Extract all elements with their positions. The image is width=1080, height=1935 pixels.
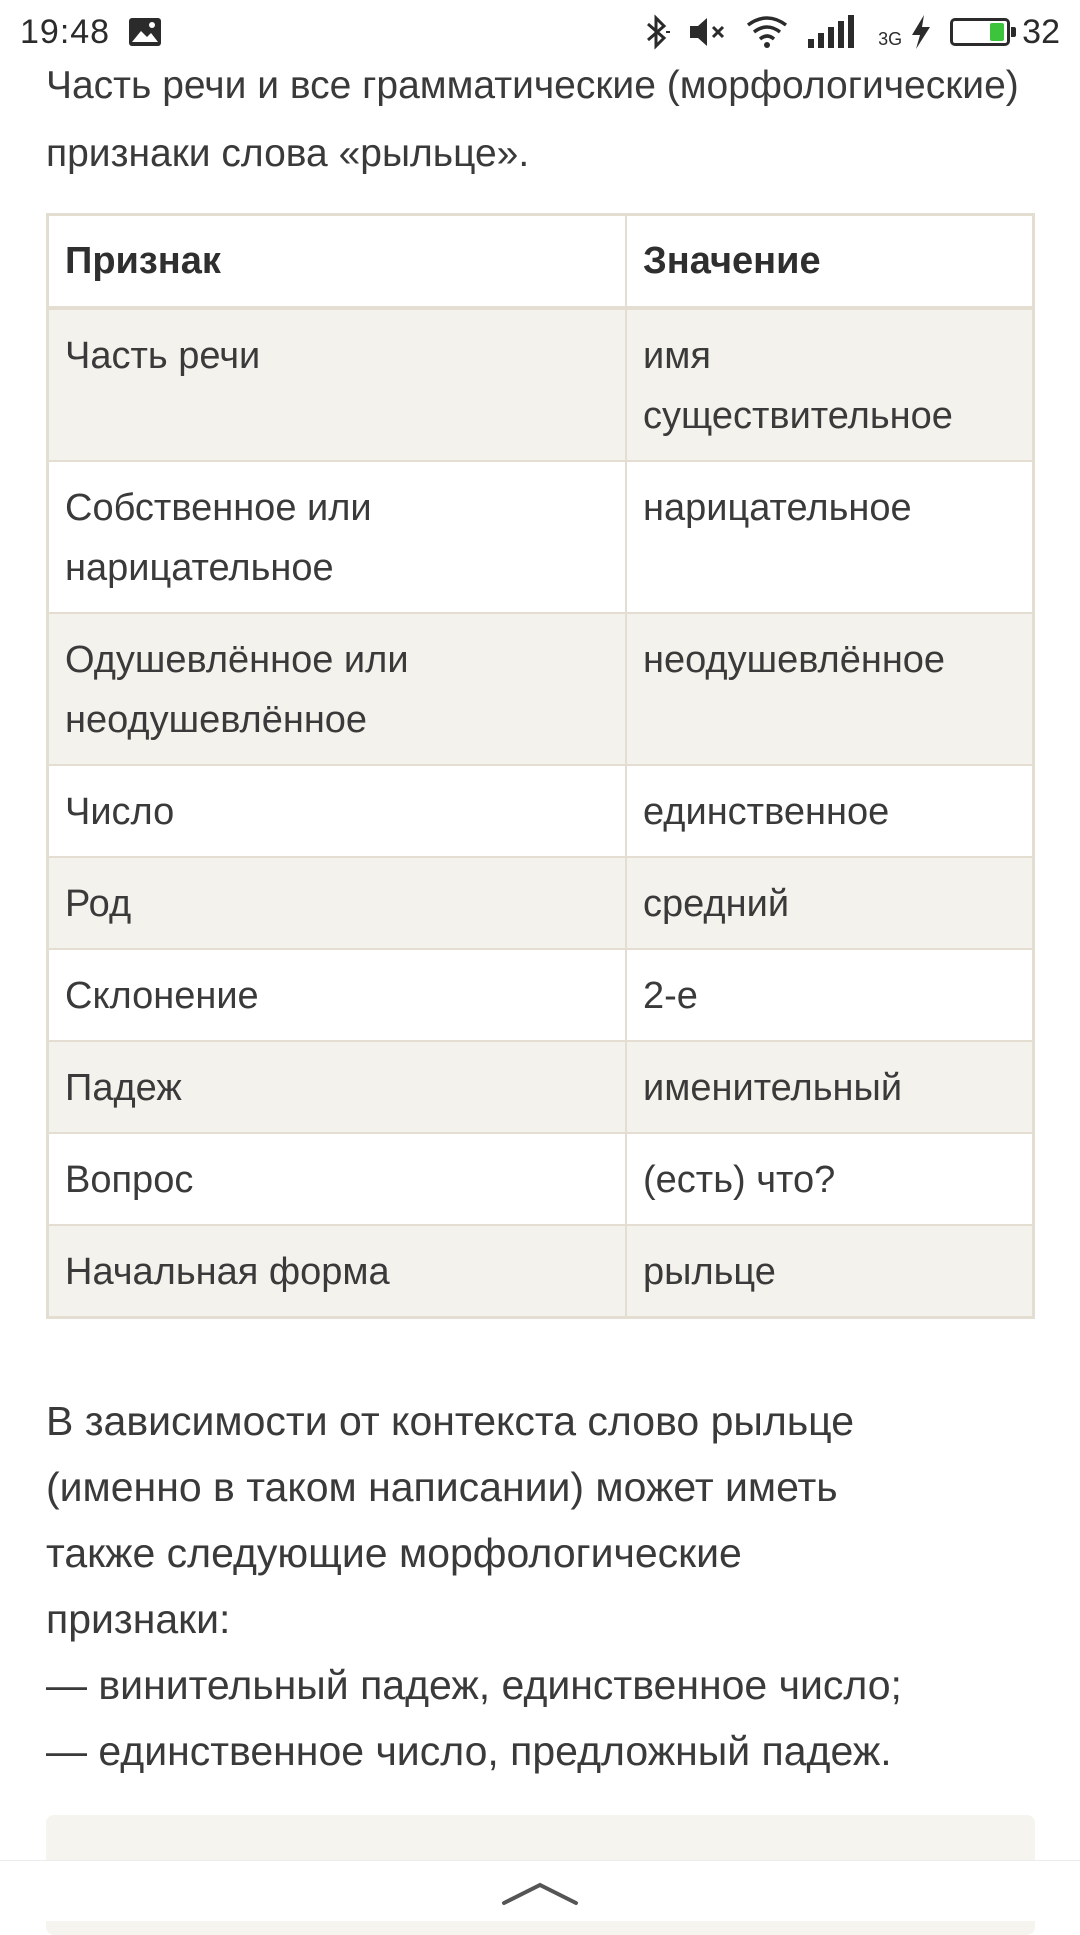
network-type: 3G [878, 28, 903, 49]
feature-cell: Род [48, 857, 627, 949]
table-header-row [48, 215, 1034, 309]
value-cell: (есть) что? [626, 1133, 1034, 1225]
paragraph-line: также следующие морфологические [46, 1530, 742, 1576]
table-row [48, 308, 1034, 461]
mute-icon [688, 15, 728, 49]
feature-cell: Одушевлённое или неодушевлённое [48, 613, 627, 765]
value-cell: неодушевлённое [626, 613, 1034, 765]
value-cell: 2-е [626, 949, 1034, 1041]
feature-cell: Падеж [48, 1041, 627, 1133]
value-cell: рыльце [626, 1225, 1034, 1318]
feature-cell: Часть речи [48, 308, 627, 461]
image-icon [128, 17, 162, 47]
context-paragraph [46, 1388, 1046, 1784]
feature-cell: Склонение [48, 949, 627, 1041]
paragraph-line: — винительный падеж, единственное число; [46, 1662, 902, 1708]
paragraph-line: признаки: [46, 1596, 231, 1642]
paragraph-line: (именно в таком написании) может иметь [46, 1464, 838, 1510]
charging-icon [910, 15, 932, 49]
value-cell: единственное [626, 765, 1034, 857]
feature-cell: Число [48, 765, 627, 857]
chevron-up-icon[interactable] [500, 1879, 580, 1907]
feature-cell: Собственное или нарицательное [48, 461, 627, 613]
wifi-icon [746, 15, 788, 49]
signal-icon [806, 15, 860, 49]
value-cell: средний [626, 857, 1034, 949]
bluetooth-icon [644, 14, 670, 50]
table-row [48, 765, 1034, 857]
table-row [48, 461, 1034, 613]
paragraph-line: — единственное число, предложный падеж. [46, 1728, 892, 1774]
table-row [48, 1225, 1034, 1318]
battery-icon [950, 13, 1060, 52]
intro-text: Часть речи и все грамматические (морфологические) признаки слова «рыльце». [46, 64, 1019, 175]
table-row [48, 857, 1034, 949]
table-row [48, 1133, 1034, 1225]
value-cell: именительный [626, 1041, 1034, 1133]
table-row [48, 1041, 1034, 1133]
value-cell: нарицательное [626, 461, 1034, 613]
status-bar [0, 0, 1080, 64]
value-cell: имя существительное [626, 308, 1034, 461]
feature-cell: Вопрос [48, 1133, 627, 1225]
status-time: 19:48 [20, 12, 111, 51]
feature-cell: Начальная форма [48, 1225, 627, 1318]
bottom-bar [0, 1860, 1080, 1921]
header-value: Значение [626, 215, 1034, 309]
paragraph-line: В зависимости от контекста слово рыльце [46, 1398, 855, 1444]
battery-level: 32 [1022, 12, 1060, 51]
table-row [48, 949, 1034, 1041]
table-row [48, 613, 1034, 765]
morphology-table [46, 213, 1035, 1319]
header-feature: Признак [48, 215, 627, 309]
